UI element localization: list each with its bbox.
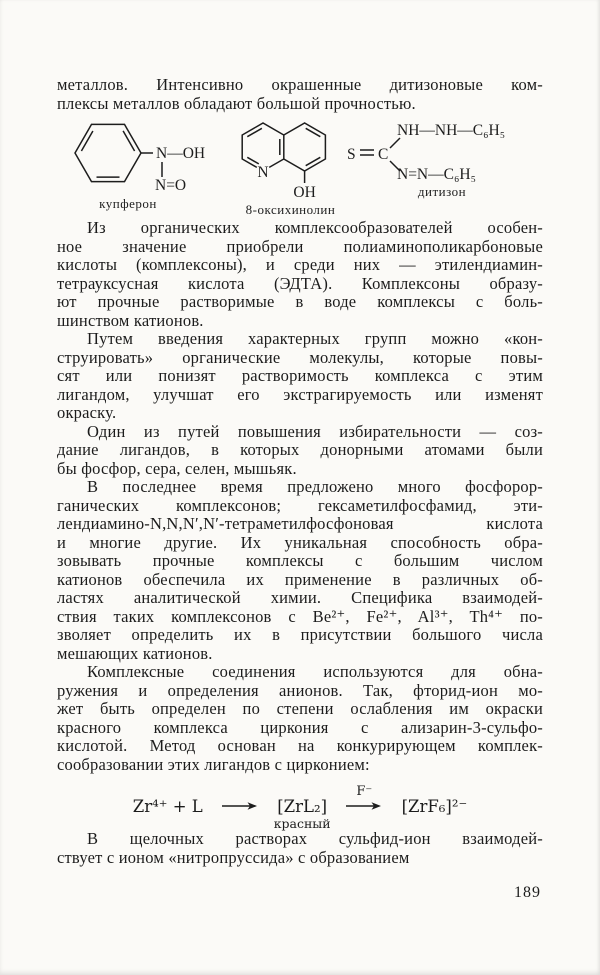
text-line: плексы металлов обладают большой прочностью. [57, 93, 416, 113]
oxyquinoline-drawing [233, 115, 348, 201]
text-line: металлов. Интенсивно окрашенные дитизоновые ком- [57, 75, 543, 94]
reaction-arrow-icon [346, 800, 382, 812]
reaction-arrow-icon [222, 797, 258, 816]
text-line: ное значение приобрели полиаминополикарбоновые [57, 236, 543, 256]
ring-edges [242, 123, 284, 167]
paragraph [57, 830, 543, 867]
text-line: ют прочные растворимые в воде комплексы с боль- [57, 292, 543, 311]
text-line: лендиамино-N,N,N′,N′-тетраметилфосфоновая кислота [57, 514, 543, 533]
intermediate-formula: [ZrL₂] [277, 797, 328, 816]
chemical-structures [57, 115, 543, 219]
text-line: дание лигандов, в которых донорными атомами были [57, 440, 543, 459]
text-line: тетрауксусная кислота (ЭДТА). Комплексоны образу- [57, 273, 543, 293]
text-line: зволяет определить их в присутствии большого числа [57, 625, 543, 644]
body-text [57, 76, 543, 902]
atom-label: N=O [155, 177, 187, 194]
text-line: Из органических комплексообразователей особен- [87, 218, 543, 237]
text-line: бы фосфор, сера, селен, мышьяк. [57, 458, 297, 478]
nitrogen-label: N [257, 164, 269, 181]
reaction-equation [57, 784, 543, 830]
text-line: Комплексные соединения используются для обна- [87, 662, 543, 681]
text-line: Путем введения характерных групп можно «кон- [87, 329, 543, 348]
text-line: лигандом, улучшат его экстрагируемость или изменят [57, 384, 543, 404]
cupferron-structure [63, 117, 228, 212]
text-line: ствует с ионом «нитропруссида» с образованием [57, 847, 410, 867]
paragraph [57, 219, 543, 330]
structure-caption: купферон [99, 196, 157, 211]
cupferron-drawing [63, 117, 228, 195]
product-term: [ZrF₆]²⁻ [401, 797, 468, 816]
text-line: и многие другие. Их уникальная способность обра- [57, 532, 543, 552]
text-line: струировать» органические молекулы, которые повы- [57, 347, 543, 367]
double-bond [247, 128, 262, 136]
oxyquinoline-structure [233, 115, 348, 218]
paragraph [57, 330, 543, 423]
text-line: ластях аналитической химии. Специфика взаимодей- [57, 588, 543, 607]
text-line: ствия таких комплексонов с Be²⁺, Fe²⁺, Al³⁺, Th⁴⁺ по- [57, 606, 543, 626]
double-bond [306, 157, 321, 165]
text-line: ружения и определения анионов. Так, фторид-ион мо- [57, 680, 543, 700]
sulfur-label: S [347, 146, 356, 163]
bond [390, 138, 400, 148]
double-bond [81, 131, 93, 151]
text-line: жет быть определен по степени ослабления им окраски [57, 699, 543, 718]
dithizone-drawing [343, 119, 541, 183]
text-line: сят или понизят растворимость комплекса с этим [57, 366, 543, 385]
intermediate-color-label: красный [273, 816, 331, 831]
ring-edges [284, 123, 326, 171]
structure-caption: дитизон [417, 184, 467, 199]
atom-label: N—OH [156, 145, 206, 162]
paragraph [57, 76, 543, 113]
structure-caption: 8-оксихинолин [245, 202, 336, 217]
azo-chain-label: N=N—C₆H₅ [397, 166, 476, 183]
carbon-label: C [378, 146, 389, 163]
text-line: В щелочных растворах сульфид-ион взаимодей- [87, 829, 543, 848]
paragraph [57, 423, 543, 479]
intermediate-term [273, 797, 331, 831]
text-line: окраску. [57, 403, 117, 422]
text-line: катионов обеспечила их применение в различных об- [57, 569, 543, 589]
text-line: В последнее время предложено много фосфорор- [87, 477, 543, 496]
arrow-reagent-label: F⁻ [356, 783, 373, 799]
text-line: ганических комплексонов; гексаметилфосфамид, эти- [57, 495, 543, 515]
double-bond [123, 131, 135, 151]
text-line: шинством катионов. [57, 310, 204, 330]
text-line: сообразовании этих лигандов с цирконием: [57, 754, 370, 774]
page-number: 189 [514, 884, 541, 901]
fluoride-arrow [346, 783, 382, 816]
double-bond [306, 128, 321, 136]
reactant-term: Zr⁴⁺ + L [132, 797, 203, 816]
text-line: кислоты (комплексоны), и среди них — этилендиамин- [57, 255, 543, 274]
text-line: мешающих катионов. [57, 643, 213, 663]
paragraph [57, 478, 543, 663]
text-line: Один из путей повышения избирательности — соз- [87, 421, 543, 441]
hydrazine-chain-label: NH—NH—C₆H₅ [397, 122, 506, 139]
text-line: красного комплекса циркония с ализарин-3-сульфо- [57, 717, 543, 737]
text-line: кислотой. Метод основан на конкурирующем комплек- [57, 736, 543, 755]
benzene-ring [75, 124, 141, 181]
hydroxyl-label: OH [293, 184, 316, 201]
text-line: зовывать прочные комплексы с большим числом [57, 551, 543, 570]
paragraph [57, 663, 543, 774]
dithizone-structure [343, 119, 541, 200]
